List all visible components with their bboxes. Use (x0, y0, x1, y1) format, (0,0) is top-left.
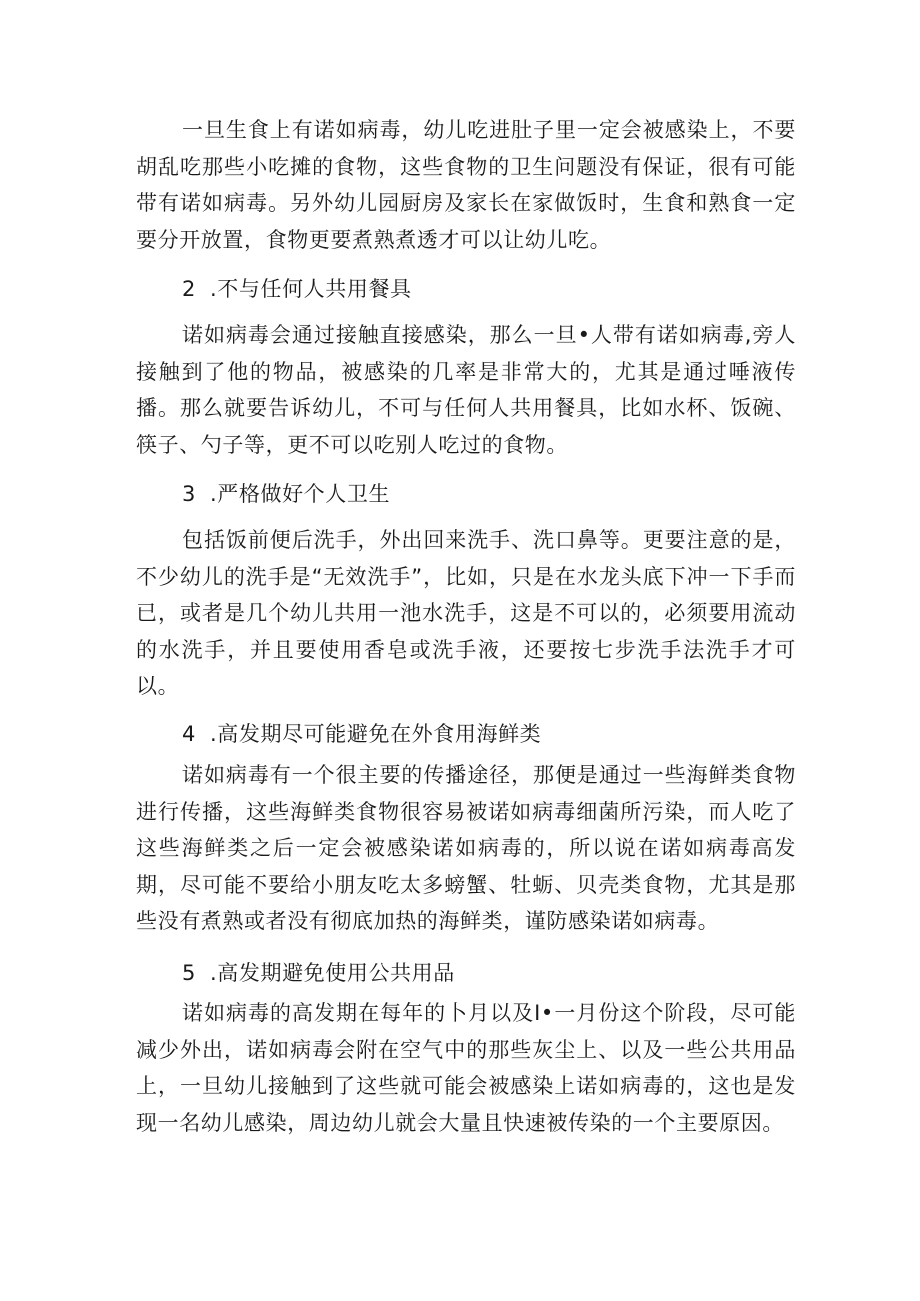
heading-avoid-seafood (182, 716, 541, 752)
heading-avoid-public-items (182, 955, 455, 991)
heading-number: 5 (182, 961, 196, 985)
paragraph-hand-washing: 包括饭前便后洗手，外出回来洗手、洗口鼻等。更要注意的是，不少幼儿的洗手是“无效洗手”，比如，只是在水龙头底下冲一下手而已，或者是几个幼儿共用一池水洗手，这是不可以的，必须要用流动的水洗手，并且要使用香皂或洗手液，还要按七步洗手法洗手才可以。 (136, 528, 796, 698)
heading-no-shared-tableware (182, 271, 412, 307)
paragraph-tableware: 诺如病毒会通过接触直接感染，那么一旦•人带有诺如病毒,旁人接触到了他的物品，被感染的几率是非常大的，尤其是通过唾液传播。那么就要告诉幼儿，不可与任何人共用餐具，比如水杯、饭碗、筷子、勺子等，更不可以吃别人吃过的食物。 (136, 323, 796, 457)
paragraph-raw-food: 一旦生食上有诺如病毒，幼儿吃进肚子里一定会被感染上，不要胡乱吃那些小吃摊的食物，这些食物的卫生问题没有保证，很有可能带有诺如病毒。另外幼儿园厨房及家长在家做饭时，生食和熟食一定要分开放置，食物更要煮熟煮透才可以让幼儿吃。 (136, 118, 796, 252)
heading-text: .不与任何人共用餐具 (210, 277, 412, 301)
heading-number: 3 (182, 482, 196, 506)
paragraph-seafood: 诺如病毒有一个很主要的传播途径，那便是通过一些海鲜类食物进行传播，这些海鲜类食物很容易被诺如病毒细菌所污染，而人吃了这些海鲜类之后一定会被感染诺如病毒的，所以说在诺如病毒高发期，尽可能不要给小朋友吃太多螃蟹、牡蛎、贝壳类食物，尤其是那些没有煮熟或者没有彻底加热的海鲜类，谨防感染诺如病毒。 (136, 763, 796, 933)
paragraph-public-items: 诺如病毒的高发期在每年的卜月以及I•一月份这个阶段，尽可能减少外出，诺如病毒会附在空气中的那些灰尘上、以及一些公共用品上，一旦幼儿接触到了这些就可能会被感染上诺如病毒的，这也是发现一名幼儿感染，周边幼儿就会大量且快速被传染的一个主要原因。 (136, 1001, 796, 1135)
heading-number: 4 (182, 722, 196, 746)
heading-personal-hygiene (182, 476, 390, 512)
heading-text: .高发期尽可能避免在外食用海鲜类 (210, 722, 542, 746)
heading-number: 2 (182, 277, 196, 301)
heading-text: .高发期避免使用公共用品 (210, 961, 455, 985)
heading-text: .严格做好个人卫生 (210, 482, 391, 506)
